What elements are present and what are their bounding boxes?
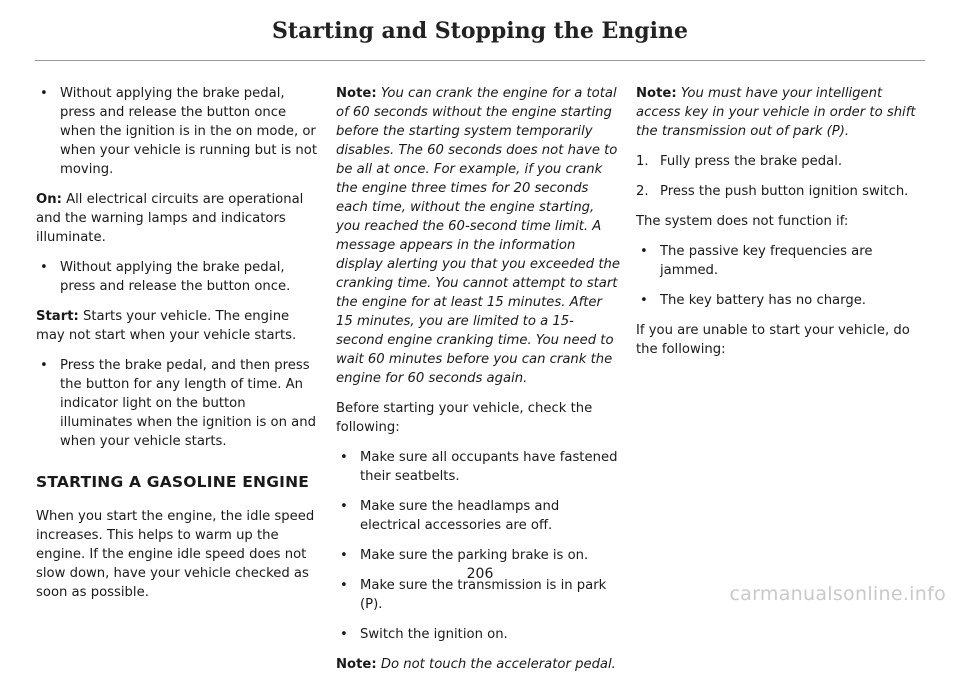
page-header: Starting and Stopping the Engine — [272, 18, 688, 44]
list-item-text: The passive key frequencies are jammed. — [660, 244, 873, 278]
on-label: On: — [36, 192, 62, 207]
bullet-mark: • — [340, 450, 348, 465]
list-item-text: Fully press the brake pedal. — [660, 154, 843, 169]
note-text: You can crank the engine for a total of 60 seconds without the engine starting before the starting system temporarily disables. The 60 seconds does not have to be all at once. For example, if you crank the engine three times for 20 seconds each time, without the engine starting, you reached the 60-second time limit. A message appears in the information display alerting you that you exceeded the cranking time. You cannot attempt to start the engine for at least 15 minutes. After 15 minutes, you are limited to a 15-second engine cranking time. You need to wait 60 minutes before you can crank the engine for 60 seconds again. — [336, 86, 620, 386]
section-heading: STARTING A GASOLINE ENGINE — [36, 473, 310, 491]
column-3 — [636, 84, 926, 370]
list-item — [336, 497, 620, 535]
list-item — [636, 242, 926, 280]
list-item-text: Press the push button ignition switch. — [660, 184, 909, 199]
note-text: Do not touch the accelerator pedal. — [376, 657, 616, 672]
list-item — [36, 84, 318, 179]
checklist — [336, 448, 620, 644]
start-mode-paragraph — [36, 307, 318, 345]
list-item — [36, 356, 318, 451]
ignition-list-2 — [36, 258, 318, 296]
on-mode-paragraph — [36, 190, 318, 247]
page-number: 206 — [466, 566, 494, 582]
step-number: 2. — [636, 184, 649, 199]
list-item — [36, 258, 318, 296]
ignition-list-1 — [36, 84, 318, 179]
list-item — [636, 152, 926, 171]
list-item — [336, 625, 620, 644]
bullet-mark: • — [340, 627, 348, 642]
check-intro: Before starting your vehicle, check the following: — [336, 401, 593, 435]
list-item-text: Without applying the brake pedal, press and release the button once. — [60, 260, 291, 294]
cranking-note — [336, 84, 620, 388]
fail-conditions — [636, 242, 926, 310]
list-item-text: Make sure the headlamps and electrical accessories are off. — [360, 499, 560, 533]
list-item-text: Press the brake pedal, and then press the button for any length of time. An indicator light on the button illuminates when the ignition is on and when your vehicle starts. — [60, 358, 316, 449]
list-item-text: The key battery has no charge. — [660, 293, 866, 308]
bullet-mark: • — [640, 293, 648, 308]
note-label: Note: — [336, 657, 377, 672]
list-item — [336, 546, 620, 565]
list-item — [636, 182, 926, 201]
accelerator-note — [336, 655, 620, 674]
list-item-text: Make sure all occupants have fastened their seatbelts. — [360, 450, 618, 484]
bullet-mark: • — [640, 244, 648, 259]
column-1 — [36, 84, 318, 613]
list-item — [636, 291, 926, 310]
bullet-mark: • — [340, 548, 348, 563]
step-number: 1. — [636, 154, 649, 169]
header-divider — [35, 60, 925, 61]
bullet-mark: • — [40, 86, 48, 101]
bullet-mark: • — [340, 578, 348, 593]
watermark: carmanualsonline.info — [729, 583, 946, 605]
bullet-mark: • — [40, 358, 48, 373]
list-item-text: Make sure the transmission is in park (P). — [360, 578, 607, 612]
start-steps — [636, 152, 926, 201]
start-label: Start: — [36, 309, 79, 324]
list-item — [336, 448, 620, 486]
note-text: You must have your intelligent access key in your vehicle in order to shift the transmission out of park (P). — [636, 86, 916, 139]
ignition-list-3 — [36, 356, 318, 451]
idle-speed-paragraph: When you start the engine, the idle speed increases. This helps to warm up the engine. If the engine idle speed does not slow down, have your vehicle checked as soon as possible. — [36, 509, 315, 600]
access-key-note — [636, 84, 926, 141]
bullet-mark: • — [40, 260, 48, 275]
note-label: Note: — [636, 86, 677, 101]
note-label: Note: — [336, 86, 377, 101]
start-text: Starts your vehicle. The engine may not start when your vehicle starts. — [36, 309, 297, 343]
closing-paragraph: If you are unable to start your vehicle, do the following: — [636, 323, 910, 357]
list-item-text: Make sure the parking brake is on. — [360, 548, 589, 563]
bullet-mark: • — [340, 499, 348, 514]
list-item-text: Without applying the brake pedal, press and release the button once when the ignition is in the on mode, or when your vehicle is running but is not moving. — [60, 86, 318, 177]
column-2 — [336, 84, 620, 685]
fail-intro: The system does not function if: — [636, 214, 849, 229]
on-text: All electrical circuits are operational and the warning lamps and indicators illuminate. — [36, 192, 304, 245]
list-item-text: Switch the ignition on. — [360, 627, 508, 642]
